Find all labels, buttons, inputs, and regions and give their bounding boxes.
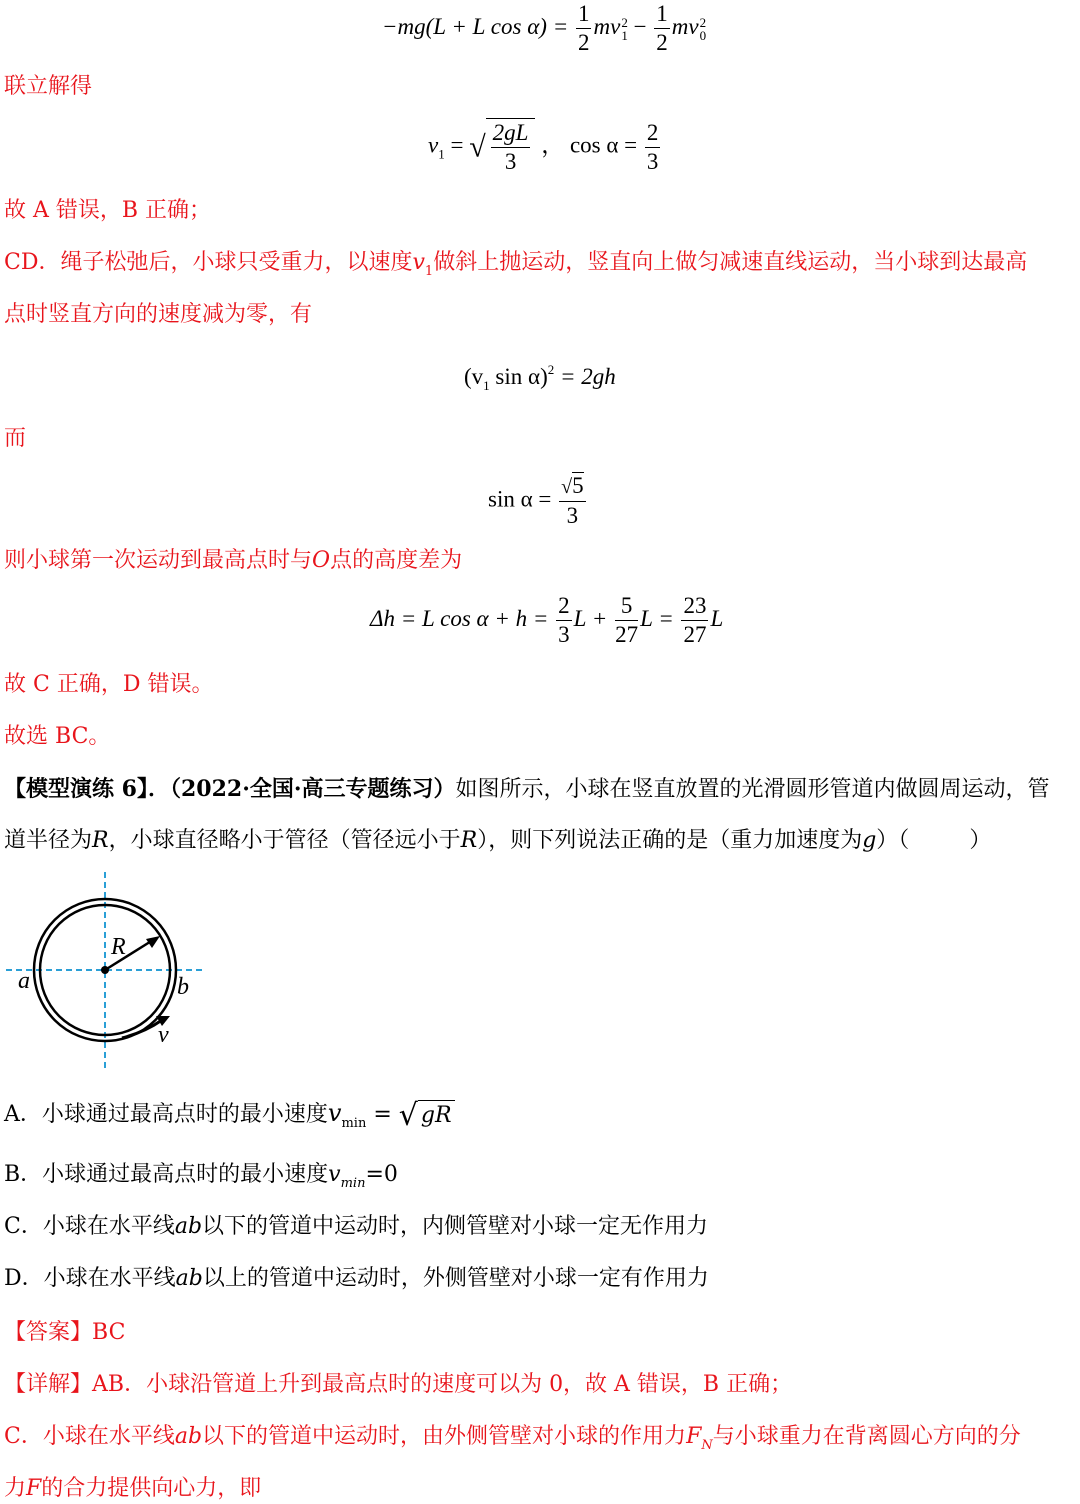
eq2-frac: $\frac{2}{3}$ bbox=[646, 119, 659, 174]
circular-pipe-figure bbox=[0, 870, 220, 1070]
eq2-v: v bbox=[428, 132, 439, 158]
eq1-term-2: mv bbox=[671, 13, 699, 39]
equation-v1-cos bbox=[428, 118, 662, 176]
eq2-sqrt: √ $\frac{2gL}{3}$ bbox=[469, 118, 535, 176]
eq1-term-1: mv bbox=[593, 13, 621, 39]
text-solve: 联立解得 bbox=[4, 74, 93, 99]
question-line1: 【模型演练 6】．（2022·全国·高三专题练习）如图所示，小球在竖直放置的光滑圆形管道内做圆周运动，管 bbox=[4, 776, 1050, 802]
text-cd-line1: CD．绳子松弛后，小球只受重力，以速度$v_1$做斜上抛运动，竖直向上做匀减速直线运动，当小球到达最高 bbox=[4, 250, 1028, 279]
option-a: A．小球通过最高点时的最小速度$v_{min}$ = √ gR bbox=[4, 1098, 455, 1139]
option-b: B．小球通过最高点时的最小速度$v_{min}=0$ bbox=[4, 1162, 398, 1191]
eq1-supsub-1: 2 1 bbox=[621, 14, 628, 43]
text-er: 而 bbox=[4, 426, 27, 451]
eq2-sep: ， bbox=[541, 132, 565, 158]
text-choose-bc: 故选 BC。 bbox=[4, 724, 111, 749]
answer: 【答案】BC bbox=[4, 1320, 126, 1345]
text-c-correct: 故 C 正确，D 错误。 bbox=[4, 672, 214, 697]
detail-line3: 力F的合力提供向心力，即 bbox=[4, 1476, 262, 1501]
eq2-cos: cos α = bbox=[569, 132, 638, 158]
figure-label-a: a bbox=[18, 968, 30, 994]
eq1-minus: − bbox=[633, 13, 647, 39]
detail-line2: C．小球在水平线ab以下的管道中运动时，由外侧管壁对小球的作用力$F_N$与小球重力在背离圆心方向的分 bbox=[4, 1424, 1021, 1453]
figure-label-b: b bbox=[177, 974, 189, 1000]
eq1-frac-2: $\frac{1}{2}$ bbox=[656, 1, 668, 55]
eq1-frac-1: $\frac{1}{2}$ bbox=[577, 1, 590, 55]
question-line2: 道半径为R，小球直径略小于管径（管径远小于R），则下列说法正确的是（重力加速度为g）（ ） bbox=[4, 828, 992, 853]
equation-energy bbox=[382, 0, 706, 57]
option-c: C．小球在水平线ab以下的管道中运动时，内侧管壁对小球一定无作用力 bbox=[4, 1214, 709, 1239]
equation-sin: sin α = $\frac{√5}{3}$ bbox=[488, 473, 584, 528]
option-d: D．小球在水平线ab以上的管道中运动时，外侧管壁对小球一定有作用力 bbox=[4, 1266, 709, 1291]
text-cd-line2: 点时竖直方向的速度减为零，有 bbox=[4, 302, 313, 327]
detail-line1: 【详解】AB．小球沿管道上升到最高点时的速度可以为 0，故 A 错误，B 正确； bbox=[4, 1372, 793, 1397]
equation-delta-h: Δh = L cos α + h = $\frac{2}{3}$ L + $\frac{5}{27}$ L = $\frac{23}{27}$ L bbox=[370, 593, 724, 647]
eq1-supsub-2: 2 0 bbox=[699, 14, 707, 43]
eq2-sub: 1 bbox=[438, 146, 445, 162]
figure-label-v: v bbox=[158, 1022, 169, 1048]
equation-vertical: ($v_1$ sin α)$^2$ = 2gh bbox=[464, 362, 616, 393]
figure-label-r: R bbox=[111, 934, 126, 960]
eq2-eq: = bbox=[450, 132, 464, 158]
text-height-diff: 则小球第一次运动到最高点时与O点的高度差为 bbox=[4, 548, 463, 573]
eq1-lhs: −mg(L + L cos α) = bbox=[382, 13, 569, 39]
text-a-wrong: 故 A 错误，B 正确； bbox=[4, 198, 212, 223]
